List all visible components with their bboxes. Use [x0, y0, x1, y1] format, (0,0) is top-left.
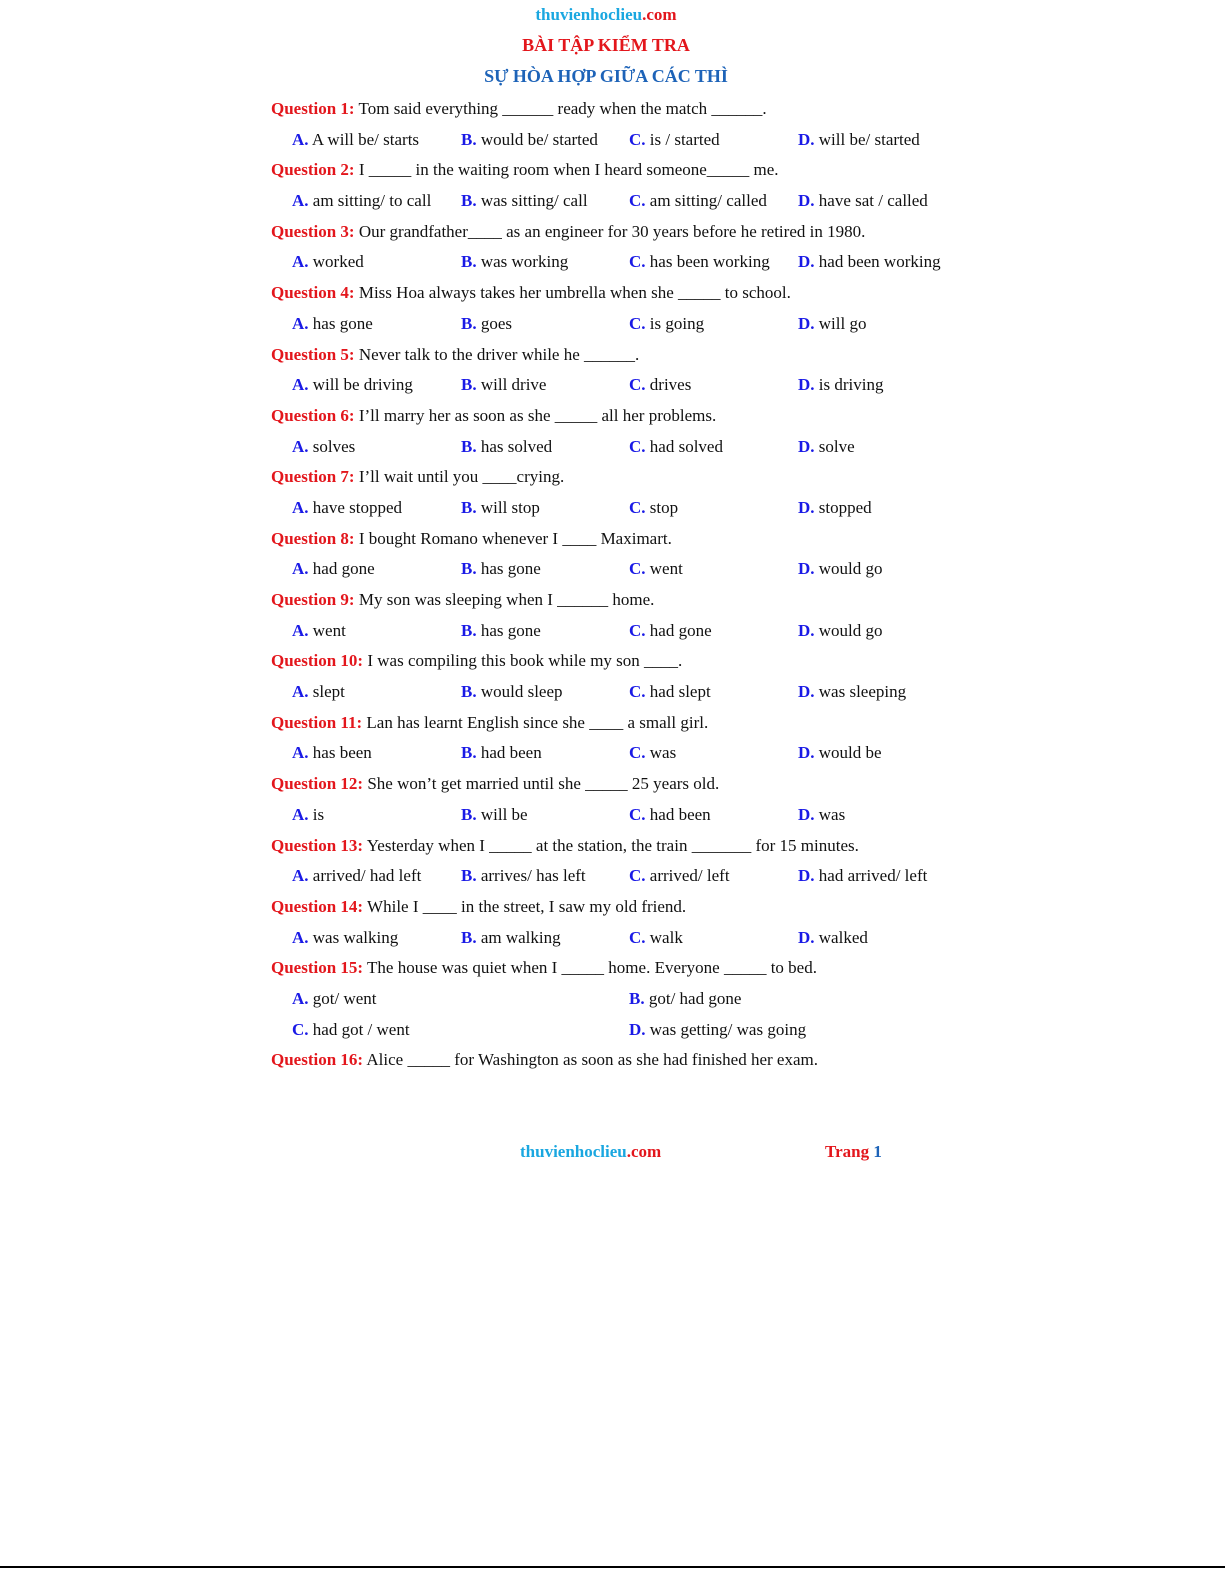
question-label: Question 16:: [271, 1050, 364, 1070]
question-label: Question 15:: [271, 958, 364, 978]
answer-option: [461, 495, 540, 521]
question-label: Question 3:: [271, 221, 355, 241]
question-label: Question 5:: [271, 344, 355, 364]
option-letter: C.: [629, 375, 646, 395]
option-letter: B.: [461, 927, 477, 947]
option-letter: B.: [461, 497, 477, 517]
question-stem: [271, 710, 971, 741]
answer-option: [629, 127, 720, 153]
option-letter: A.: [292, 620, 309, 640]
option-letter: A.: [292, 988, 309, 1008]
option-letter: A.: [292, 682, 309, 702]
option-letter: D.: [798, 129, 815, 149]
answer-option: [798, 679, 906, 705]
options-row: [271, 986, 971, 1017]
option-text: solves: [312, 436, 356, 456]
answer-option: [629, 986, 741, 1012]
option-text: has been working: [649, 252, 770, 272]
question-label: Question 6:: [271, 405, 355, 425]
answer-option: [461, 802, 528, 828]
option-letter: D.: [798, 497, 815, 517]
question-text: Yesterday when I _____ at the station, the train _______ for 15 minutes.: [366, 835, 859, 855]
option-letter: B.: [461, 866, 477, 886]
option-text: was working: [480, 252, 569, 272]
answer-option: [629, 802, 711, 828]
option-text: is going: [649, 313, 705, 333]
question-text: Lan has learnt English since she ____ a small girl.: [366, 712, 709, 732]
option-letter: D.: [798, 620, 815, 640]
option-letter: B.: [461, 252, 477, 272]
answer-option: [629, 434, 723, 460]
option-text: drives: [649, 375, 692, 395]
answer-option: [461, 434, 552, 460]
question-stem: [271, 526, 971, 557]
option-text: was walking: [312, 927, 399, 947]
option-text: slept: [312, 682, 345, 702]
question-stem: [271, 771, 971, 802]
page-number-value: 1: [873, 1142, 882, 1161]
option-letter: A.: [292, 559, 309, 579]
option-text: would go: [818, 559, 883, 579]
option-letter: D.: [629, 1019, 646, 1039]
question-text: Tom said everything ______ ready when the match ______.: [358, 99, 767, 118]
option-letter: C.: [629, 743, 646, 763]
answer-option: [461, 618, 541, 644]
option-text: is: [312, 804, 325, 824]
question-label: Question 1:: [271, 99, 355, 118]
option-letter: D.: [798, 559, 815, 579]
option-letter: D.: [798, 804, 815, 824]
option-text: would sleep: [480, 682, 563, 702]
options-row: [271, 679, 971, 710]
option-letter: B.: [461, 743, 477, 763]
answer-option: [461, 311, 512, 337]
option-text: arrived/ had left: [312, 866, 422, 886]
option-text: had solved: [649, 436, 723, 456]
option-letter: A.: [292, 927, 309, 947]
option-letter: A.: [292, 375, 309, 395]
answer-option: [292, 188, 431, 214]
option-letter: D.: [798, 682, 815, 702]
option-text: am sitting/ to call: [312, 191, 432, 211]
answer-option: [292, 618, 346, 644]
option-text: had been: [649, 804, 711, 824]
question-stem: [271, 1047, 971, 1078]
option-letter: A.: [292, 313, 309, 333]
answer-option: [798, 188, 928, 214]
answer-option: [798, 127, 920, 153]
answer-option: [461, 740, 542, 766]
bottom-divider: [0, 1566, 1225, 1568]
question-text: I’ll wait until you ____crying.: [358, 467, 565, 487]
option-letter: B.: [461, 620, 477, 640]
answer-option: [292, 1017, 410, 1043]
answer-option: [629, 863, 730, 889]
option-letter: D.: [798, 436, 815, 456]
option-letter: D.: [798, 191, 815, 211]
question-stem: [271, 403, 971, 434]
option-text: walk: [649, 927, 683, 947]
answer-option: [292, 679, 345, 705]
option-letter: D.: [798, 927, 815, 947]
option-letter: B.: [461, 191, 477, 211]
question-stem: [271, 955, 971, 986]
question-label: Question 8:: [271, 528, 355, 548]
option-letter: A.: [292, 436, 309, 456]
option-letter: A.: [292, 743, 309, 763]
question-text: My son was sleeping when I ______ home.: [358, 590, 655, 609]
answer-option: [461, 925, 561, 951]
option-letter: B.: [461, 682, 477, 702]
page-number: [825, 1142, 882, 1162]
option-letter: A.: [292, 191, 309, 211]
option-letter: A.: [292, 804, 309, 824]
footer-site: [520, 1142, 661, 1162]
answer-option: [292, 311, 373, 337]
options-row: [271, 618, 971, 649]
options-row: [271, 372, 971, 403]
question-text: I _____ in the waiting room when I heard someone_____ me.: [358, 160, 779, 180]
answer-option: [798, 372, 883, 398]
options-row: [271, 863, 971, 894]
option-letter: A.: [292, 497, 309, 517]
question-text: Miss Hoa always takes her umbrella when she _____ to school.: [358, 283, 791, 303]
answer-option: [292, 495, 402, 521]
option-letter: B.: [461, 129, 477, 149]
site-name: thuvienhoclieu: [535, 5, 643, 24]
answer-option: [629, 679, 711, 705]
option-text: was getting/ was going: [649, 1019, 807, 1039]
answer-option: [798, 740, 882, 766]
answer-option: [292, 372, 413, 398]
options-row: [271, 556, 971, 587]
option-letter: C.: [629, 620, 646, 640]
question-label: Question 4:: [271, 283, 355, 303]
option-text: has been: [312, 743, 372, 763]
options-row: [271, 1017, 971, 1048]
answer-option: [629, 1017, 806, 1043]
options-row: [271, 495, 971, 526]
option-text: would be/ started: [480, 129, 598, 149]
site-header: [0, 5, 1212, 25]
answer-option: [798, 249, 941, 275]
answer-option: [629, 249, 770, 275]
question-stem: [271, 157, 971, 188]
option-letter: C.: [629, 436, 646, 456]
option-letter: B.: [461, 559, 477, 579]
option-letter: C.: [629, 682, 646, 702]
page-title: BÀI TẬP KIỂM TRA: [522, 35, 690, 55]
answer-option: [629, 188, 767, 214]
answer-option: [461, 249, 568, 275]
option-letter: B.: [461, 375, 477, 395]
option-text: is driving: [818, 375, 884, 395]
question-stem: [271, 833, 971, 864]
question-label: Question 9:: [271, 590, 355, 609]
answer-option: [798, 925, 868, 951]
footer-site-name: thuvienhoclieu: [520, 1142, 627, 1161]
question-label: Question 13:: [271, 835, 364, 855]
options-row: [271, 802, 971, 833]
option-text: went: [649, 559, 683, 579]
option-text: had been: [480, 743, 542, 763]
answer-option: [798, 495, 872, 521]
question-text: I’ll marry her as soon as she _____ all her problems.: [358, 405, 717, 425]
option-letter: C.: [629, 313, 646, 333]
answer-option: [798, 863, 927, 889]
question-text: Our grandfather____ as an engineer for 30 years before he retired in 1980.: [358, 221, 866, 241]
question-stem: [271, 96, 971, 127]
question-label: Question 11:: [271, 712, 363, 732]
option-text: walked: [818, 927, 868, 947]
option-text: stop: [649, 497, 679, 517]
option-text: was sitting/ call: [480, 191, 588, 211]
question-stem: [271, 219, 971, 250]
option-letter: C.: [629, 191, 646, 211]
answer-option: [292, 740, 372, 766]
option-text: got/ went: [312, 988, 377, 1008]
options-row: [271, 434, 971, 465]
answer-option: [629, 740, 676, 766]
option-text: am walking: [480, 927, 561, 947]
option-letter: C.: [629, 927, 646, 947]
option-text: will be: [480, 804, 528, 824]
option-text: was: [818, 804, 846, 824]
option-letter: D.: [798, 743, 815, 763]
answer-option: [292, 802, 324, 828]
option-text: has gone: [480, 559, 541, 579]
option-letter: A.: [292, 129, 309, 149]
page-word: Trang: [825, 1142, 870, 1161]
answer-option: [629, 372, 691, 398]
question-label: Question 12:: [271, 774, 364, 794]
answer-option: [798, 311, 866, 337]
question-stem: [271, 280, 971, 311]
option-letter: C.: [629, 559, 646, 579]
option-text: will be/ started: [818, 129, 920, 149]
question-label: Question 10:: [271, 651, 364, 671]
option-text: would go: [818, 620, 883, 640]
answer-option: [461, 127, 598, 153]
option-text: has gone: [480, 620, 541, 640]
answer-option: [629, 618, 712, 644]
option-text: went: [312, 620, 346, 640]
answer-option: [461, 372, 546, 398]
option-text: had been working: [818, 252, 941, 272]
answer-option: [292, 249, 364, 275]
option-letter: A.: [292, 866, 309, 886]
site-tld: .com: [642, 5, 677, 24]
option-letter: B.: [461, 313, 477, 333]
options-row: [271, 249, 971, 280]
answer-option: [292, 434, 355, 460]
option-letter: D.: [798, 375, 815, 395]
answer-option: [292, 556, 375, 582]
option-letter: D.: [798, 313, 815, 333]
question-text: Alice _____ for Washington as soon as she had finished her exam.: [366, 1050, 818, 1070]
option-text: had gone: [312, 559, 375, 579]
answer-option: [461, 188, 588, 214]
answer-option: [461, 679, 563, 705]
option-letter: B.: [461, 436, 477, 456]
option-text: worked: [312, 252, 364, 272]
option-text: is / started: [649, 129, 720, 149]
option-text: am sitting/ called: [649, 191, 767, 211]
option-text: had got / went: [312, 1019, 410, 1039]
option-text: have stopped: [312, 497, 403, 517]
option-text: has gone: [312, 313, 373, 333]
question-label: Question 2:: [271, 160, 355, 180]
question-text: The house was quiet when I _____ home. Everyone _____ to bed.: [367, 958, 817, 978]
option-text: solve: [818, 436, 855, 456]
option-text: will go: [818, 313, 867, 333]
footer-site-tld: .com: [626, 1142, 662, 1161]
option-letter: D.: [798, 866, 815, 886]
question-list: [271, 96, 971, 1078]
option-text: was sleeping: [818, 682, 907, 702]
option-letter: A.: [292, 252, 309, 272]
answer-option: [798, 802, 845, 828]
options-row: [271, 311, 971, 342]
option-text: had slept: [649, 682, 711, 702]
answer-option: [461, 863, 586, 889]
answer-option: [629, 311, 704, 337]
question-text: While I ____ in the street, I saw my old friend.: [367, 896, 687, 916]
option-text: would be: [818, 743, 882, 763]
question-stem: [271, 464, 971, 495]
option-text: will be driving: [312, 375, 413, 395]
option-letter: B.: [461, 804, 477, 824]
option-letter: C.: [629, 804, 646, 824]
option-letter: C.: [629, 129, 646, 149]
question-stem: [271, 648, 971, 679]
options-row: [271, 188, 971, 219]
option-text: have sat / called: [818, 191, 928, 211]
answer-option: [292, 127, 419, 153]
option-text: will stop: [480, 497, 540, 517]
option-text: had gone: [649, 620, 712, 640]
answer-option: [798, 434, 855, 460]
answer-option: [292, 986, 377, 1012]
question-stem: [271, 894, 971, 925]
options-row: [271, 740, 971, 771]
option-text: goes: [480, 313, 513, 333]
question-text: Never talk to the driver while he ______.: [358, 344, 640, 364]
question-stem: [271, 342, 971, 373]
option-text: arrived/ left: [649, 866, 730, 886]
option-letter: D.: [798, 252, 815, 272]
option-text: arrives/ has left: [480, 866, 586, 886]
answer-option: [292, 925, 398, 951]
answer-option: [629, 495, 678, 521]
option-text: was: [649, 743, 677, 763]
question-label: Question 14:: [271, 896, 364, 916]
option-text: A will be/ starts: [311, 129, 420, 149]
option-letter: C.: [292, 1019, 309, 1039]
option-letter: B.: [629, 988, 645, 1008]
answer-option: [461, 556, 541, 582]
question-stem: [271, 587, 971, 618]
question-label: Question 7:: [271, 467, 355, 487]
option-letter: C.: [629, 497, 646, 517]
question-text: She won’t get married until she _____ 25 years old.: [367, 774, 720, 794]
option-letter: C.: [629, 866, 646, 886]
answer-option: [292, 863, 421, 889]
option-text: had arrived/ left: [818, 866, 928, 886]
option-text: has solved: [480, 436, 553, 456]
question-text: I was compiling this book while my son ____.: [367, 651, 683, 671]
options-row: [271, 127, 971, 158]
answer-option: [798, 618, 883, 644]
option-text: stopped: [818, 497, 872, 517]
option-text: will drive: [480, 375, 547, 395]
page-subtitle: SỰ HÒA HỢP GIỮA CÁC THÌ: [484, 66, 728, 86]
question-text: I bought Romano whenever I ____ Maximart.: [358, 528, 672, 548]
option-text: got/ had gone: [648, 988, 742, 1008]
options-row: [271, 925, 971, 956]
answer-option: [798, 556, 883, 582]
option-letter: C.: [629, 252, 646, 272]
answer-option: [629, 925, 683, 951]
answer-option: [629, 556, 683, 582]
